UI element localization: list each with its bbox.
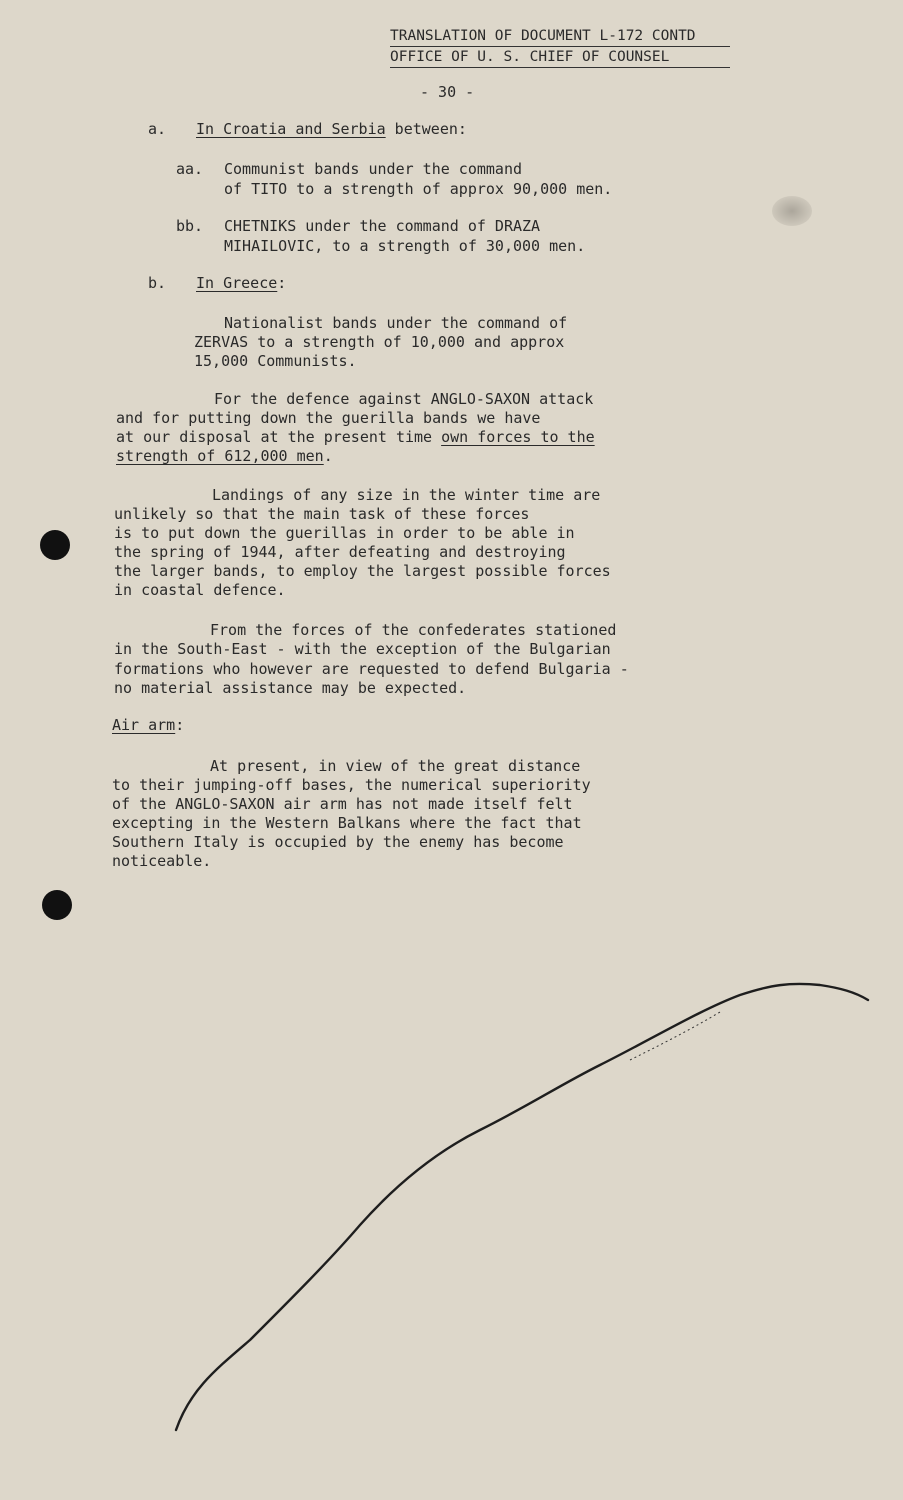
para1-line-4-tail: . xyxy=(323,447,333,465)
air-arm-heading-tail: : xyxy=(175,716,185,734)
para2-line-3: is to put down the guerillas in order to be able in xyxy=(114,524,575,542)
air-arm-line-2: to their jumping-off bases, the numerical superiority xyxy=(112,776,591,794)
para3-line-3: formations who however are requested to defend Bulgaria - xyxy=(114,660,629,678)
para2-line-6: in coastal defence. xyxy=(114,581,286,599)
air-arm-line-4: excepting in the Western Balkans where the fact that xyxy=(112,814,582,832)
para3-line-2: in the South-East - with the exception of the Bulgarian xyxy=(114,640,611,658)
section-a-heading-tail: between: xyxy=(385,120,467,138)
air-arm-line-5: Southern Italy is occupied by the enemy has become xyxy=(112,833,564,851)
item-aa-line-2: of TITO to a strength of approx 90,000 men. xyxy=(224,180,613,198)
item-bb-line-2: MIHAILOVIC, to a strength of 30,000 men. xyxy=(224,237,586,255)
item-aa-label: aa. xyxy=(176,160,204,178)
para1-line-2: and for putting down the guerilla bands we have xyxy=(116,409,541,427)
para2-line-2: unlikely so that the main task of these forces xyxy=(114,505,530,523)
air-arm-line-6: noticeable. xyxy=(112,852,212,870)
section-b-heading-tail: : xyxy=(277,274,287,292)
item-bb-line-1: CHETNIKS under the command of DRAZA xyxy=(224,217,541,235)
air-arm-line-3: of the ANGLO-SAXON air arm has not made itself felt xyxy=(112,795,573,813)
para3-line-4: no material assistance may be expected. xyxy=(114,679,467,697)
para1-line-3a: at our disposal at the present time xyxy=(116,428,442,446)
para1-line-3b: own forces to the xyxy=(441,428,595,446)
para2-line-1: Landings of any size in the winter time are xyxy=(212,486,601,504)
header-line-2: OFFICE OF U. S. CHIEF OF COUNSEL xyxy=(390,49,670,65)
section-b-line-2: ZERVAS to a strength of 10,000 and approx xyxy=(194,333,565,351)
section-b-line-3: 15,000 Communists. xyxy=(194,352,357,370)
section-a-label: a. xyxy=(148,120,167,138)
item-aa-line-1: Communist bands under the command xyxy=(224,160,523,178)
para1-line-4-text: strength of 612,000 men xyxy=(116,447,324,465)
section-a-heading-text: In Croatia and Serbia xyxy=(196,120,386,138)
air-arm-line-1: At present, in view of the great distance xyxy=(210,757,581,775)
air-arm-heading-text: Air arm xyxy=(112,716,176,734)
para2-line-5: the larger bands, to employ the largest possible forces xyxy=(114,562,611,580)
para1-line-1: For the defence against ANGLO-SAXON attack xyxy=(214,390,594,408)
para2-line-4: the spring of 1944, after defeating and destroying xyxy=(114,543,566,561)
header-line-1: TRANSLATION OF DOCUMENT L-172 CONTD xyxy=(390,28,696,44)
section-b-line-1: Nationalist bands under the command of xyxy=(224,314,568,332)
para3-line-1: From the forces of the confederates stationed xyxy=(210,621,617,639)
page-number: - 30 - xyxy=(420,83,475,101)
section-b-label: b. xyxy=(148,274,167,292)
section-b-heading-text: In Greece xyxy=(196,274,278,292)
item-bb-label: bb. xyxy=(176,217,204,235)
